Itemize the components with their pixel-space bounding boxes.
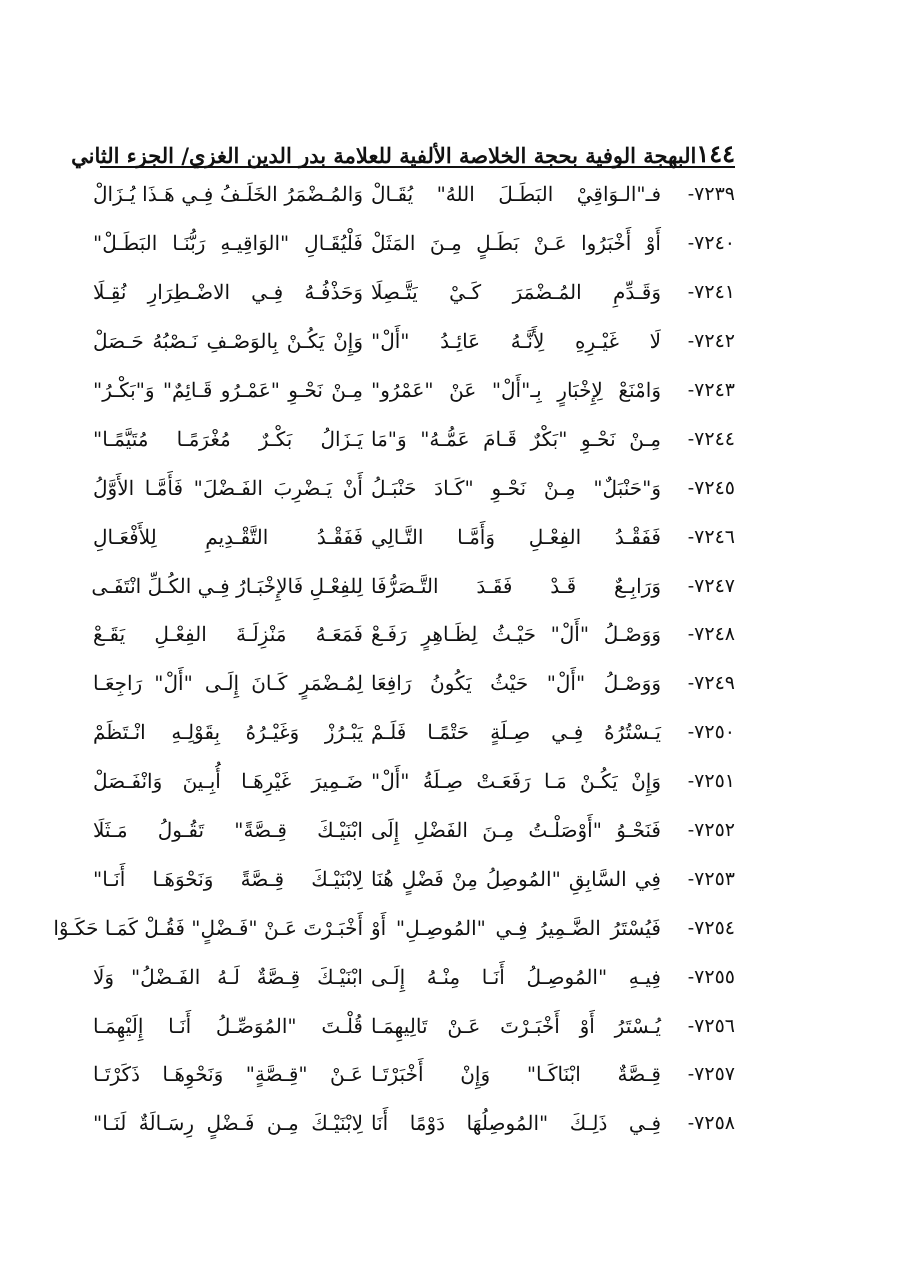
second-hemistich: وَإِنْ يَكُـنْ بِالوَصْـفِ نَـصْبُهُ حَـصَلْ	[93, 329, 363, 354]
verse-number: ٧٢٤٦-	[687, 525, 735, 548]
verse-line	[93, 512, 735, 561]
verse-number: ٧٢٥٨-	[687, 1112, 735, 1135]
verse-line	[93, 659, 735, 708]
second-hemistich: عَـنْ "قِـصَّةٍ" وَنَحْوِهَـا ذَكَرْتَـا	[93, 1062, 363, 1087]
first-hemistich: فَنَحْـوُ "أَوْصَلْـتُ مِـنَ الفَضْلِ إِلَى	[371, 818, 661, 843]
first-hemistich: أَوْ أَخْبَرُوا عَـنْ بَطَـلٍ مِـنَ المَثَلْ	[371, 231, 661, 256]
verse-line	[93, 219, 735, 268]
second-hemistich: لِابْنَيْـكَ قِـصَّةً وَنَحْوَهَـا أَنَـا"	[93, 866, 363, 891]
verse-number: ٧٢٤٥-	[687, 476, 735, 499]
verse-number: ٧٢٤٧-	[687, 574, 735, 597]
second-hemistich: لِمُـضْمَرٍ كَـانَ إِلَـى "أَلْ" رَاجِعَـا	[93, 671, 363, 696]
verse-number: ٧٢٤٤-	[687, 427, 735, 450]
first-hemistich: وَوَصْـلُ "أَلْ" حَيْـثُ لِظَـاهِرٍ رَفَـعْ	[371, 622, 661, 647]
verse-line	[93, 610, 735, 659]
verse-line	[53, 903, 735, 952]
verse-number: ٧٢٥٠-	[687, 721, 735, 744]
first-hemistich: وَإِنْ يَكُـنْ مَـا رَفَعَـتْ صِـلَةُ "أَلْ"	[371, 769, 661, 794]
verse-line	[93, 1050, 735, 1099]
verse-line	[93, 463, 735, 512]
second-hemistich: قُلْـتَ "المُوَصِّـلُ أَنَـا إِلَيْهِمَـا	[93, 1013, 363, 1038]
first-hemistich: فِيـهِ "المُوصِـلُ أَنَـا مِنْـهُ إِلَـى	[371, 964, 661, 989]
verse-number: ٧٢٣٩-	[687, 183, 735, 206]
second-hemistich: ابْنَيْـكَ قِـصَّةً" تَقُـولُ مَـثَلَا	[93, 818, 363, 843]
first-hemistich: فَيُسْتَرُ الضَّـمِيرُ فِـي "المُوصِـلِ" أَوْ	[371, 915, 661, 940]
first-hemistich: وَامْنَعْ لِإِخْبَارٍ بِـ"أَلْ" عَنْ "عَمْرُو"	[371, 378, 661, 402]
second-hemistich: أَخْبَـرْتَ عَـنْ "فَـضْلٍ" فَقُـلْ كَمَـا حَكَـوْا	[53, 915, 363, 940]
verse-line	[93, 170, 735, 219]
verse-number: ٧٢٥٦-	[687, 1014, 735, 1037]
verse-number: ٧٢٤٢-	[687, 330, 735, 353]
second-hemistich: فَلْيُقَـالِ "الوَاقِيـهِ رَبُّنَـا البَطَـلْ"	[93, 231, 363, 256]
first-hemistich: يَـسْتُرُهُ فِـي صِـلَةٍ حَتْمًـا فَلَـمْ	[371, 720, 661, 745]
second-hemistich: فَمَعَـهُ مَنْزِلَـةَ الفِعْـلِ يَقَـعْ	[93, 622, 363, 647]
first-hemistich: لَا غَيْـرِهِ لِأَنَّـهُ عَائِـدُ "أَلْ"	[371, 329, 661, 354]
second-hemistich: أَنْ يَـضْرِبَ الفَـضْلَ" فَأَمَّـا الأَوَّلُ	[93, 475, 363, 500]
second-hemistich: مِـنْ نَحْـوِ "عَمْـرُو قَـائِمٌ" وَ"بَكْـرُ"	[93, 378, 363, 402]
verse-number: ٧٢٥٧-	[687, 1063, 735, 1086]
verse-line	[93, 854, 735, 903]
header-divider	[100, 166, 735, 168]
first-hemistich: فِـي ذَلِـكَ "المُوصِلُهَا دَوْمًا أَنَا	[371, 1111, 661, 1136]
second-hemistich: ضَـمِيرَ غَيْرِهَـا أُبِـينَ وَانْفَـصَلْ	[93, 769, 363, 794]
verse-number: ٧٢٤٨-	[687, 623, 735, 646]
second-hemistich: يَـزَالُ بَكْـرٌ مُغْرَمًـا مُتَيَّمًـا"	[93, 426, 363, 451]
verse-number: ٧٢٤١-	[687, 281, 735, 304]
second-hemistich: لِابْنَيْـكَ مِـن فَـضْلٍ رِسَـالَةٌ لَنَـا"	[93, 1111, 363, 1136]
verse-line	[93, 268, 735, 317]
verse-line	[93, 1099, 735, 1148]
verse-line	[93, 806, 735, 855]
second-hemistich: فَفَقْـدُ التَّقْـدِيمِ لِلأَفْعَـالِ	[93, 524, 363, 549]
first-hemistich: وَ"حَنْبَلٌ" مِـنْ نَحْـوِ "كَـادَ حَنْبَـلُ	[371, 475, 661, 500]
verse-number: ٧٢٥٤-	[687, 916, 735, 939]
verse-number: ٧٢٥٣-	[687, 867, 735, 890]
first-hemistich: فـ"الـوَاقِيْ البَطَـلَ اللهُ" يُقَـالْ	[371, 182, 661, 207]
first-hemistich: فَفَقْـدُ الفِعْـلِ وَأَمَّـا التَّـالِي	[371, 524, 661, 549]
verse-number: ٧٢٥٥-	[687, 965, 735, 988]
verse-number: ٧٢٤٩-	[687, 672, 735, 695]
page-number: ١٤٤	[696, 139, 735, 168]
second-hemistich: وَالمُـضْمَرُ الخَلَـفُ فِـي هَـذَا يُـزَالْ	[93, 182, 363, 207]
verse-line	[93, 952, 735, 1001]
verse-line	[93, 757, 735, 806]
verse-list	[53, 170, 735, 1148]
first-hemistich: وَرَابِـعٌ قَـدْ فَقَـدَ التَّـصَرُّفَا	[371, 573, 661, 598]
first-hemistich: وَوَصْـلُ "أَلْ" حَيْثُ يَكُونُ رَافِعَا	[371, 671, 661, 696]
second-hemistich: ابْنَيْـكَ قِـصَّةٌ لَـهُ الفَـضْلُ" وَلَا	[93, 964, 363, 989]
second-hemistich: وَحَذْفُـهُ فِـي الاضْـطِرَارِ نُقِـلَا	[93, 280, 363, 305]
page-header	[71, 128, 735, 170]
verse-line	[93, 317, 735, 366]
verse-number: ٧٢٥١-	[687, 770, 735, 793]
second-hemistich: لِلفِعْـلِ فَالإِخْبَـارُ فِـي الكُـلِّ انْتَفَـى	[91, 573, 363, 598]
first-hemistich: وَقَـدِّمِ المُـضْمَرَ كَـيْ يَتَّـصِلَا	[371, 280, 661, 305]
first-hemistich: يُـسْتَرُ أَوْ أَخْبَـرْتَ عَـنْ تَالِيهِمَـا	[371, 1013, 661, 1038]
verse-line	[93, 1001, 735, 1050]
verse-line	[93, 414, 735, 463]
first-hemistich: قِـصَّةٌ ابْنَاكَـا" وَإِنْ أَخْبَرْتَـا	[371, 1062, 661, 1087]
first-hemistich: مِـنْ نَحْـوِ "بَكْرٌ قَـامَ عَمُّـهُ" وَ"مَا	[371, 426, 661, 451]
verse-number: ٧٢٤٠-	[687, 232, 735, 255]
running-title: البهجة الوفية بحجة الخلاصة الألفية للعلامة بدر الدين الغزي/ الجزء الثاني	[71, 143, 697, 168]
verse-line	[93, 708, 735, 757]
first-hemistich: فِي السَّابِقِ "المُوصِلُ مِنْ فَضْلٍ هُنَا	[371, 866, 661, 891]
verse-line	[93, 366, 735, 415]
verse-number: ٧٢٤٣-	[687, 379, 735, 401]
verse-number: ٧٢٥٢-	[687, 819, 735, 842]
second-hemistich: يَبْـرُزْ وَغَيْـرُهُ بِقَوْلِـهِ انْـتَظَمْ	[93, 720, 363, 745]
verse-line	[91, 561, 735, 610]
